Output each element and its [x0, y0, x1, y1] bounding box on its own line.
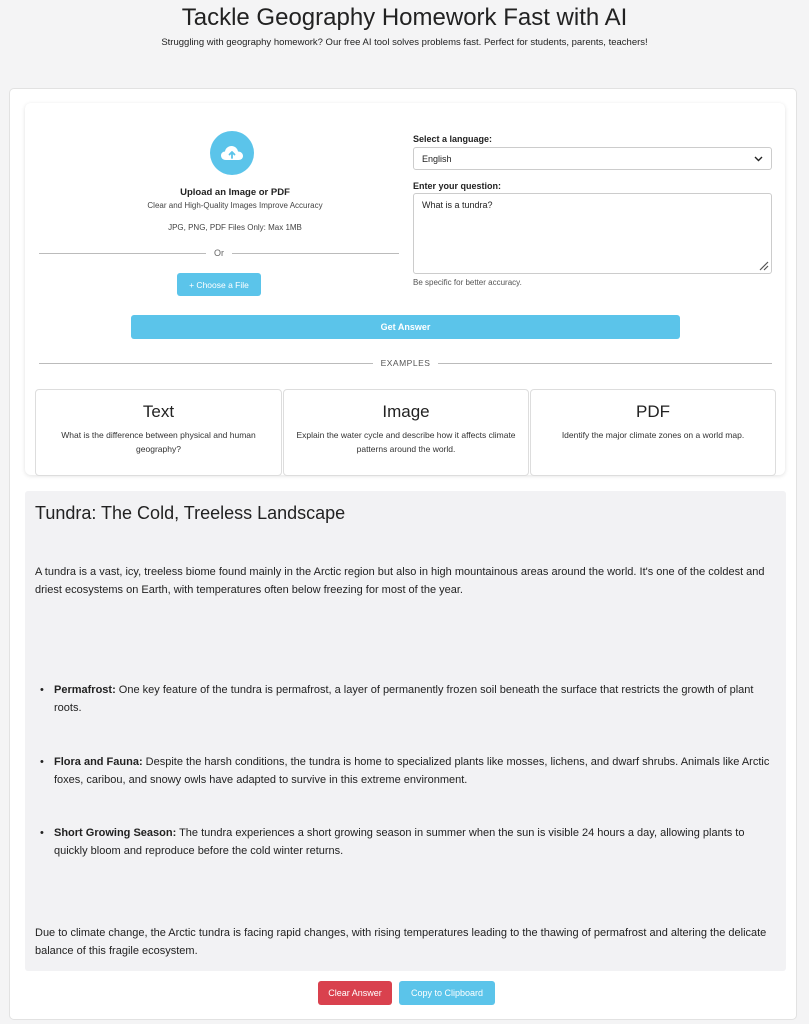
item-text: One key feature of the tundra is permafrost, a layer of permanently frozen soil beneath the surface that restricts the growth of plant roots. [54, 684, 754, 714]
examples-label: EXAMPLES [380, 358, 431, 368]
example-text: What is the difference between physical and human geography? [61, 430, 256, 454]
answer-conclusion: Due to climate change, the Arctic tundra is facing rapid changes, with rising temperatures leading to the thawing of permafrost and altering the delicate balance of this fragile ecosystem. [35, 927, 767, 957]
or-divider [39, 248, 399, 258]
copy-to-clipboard-button[interactable]: Copy to Clipboard [399, 981, 495, 1005]
list-item [40, 681, 776, 717]
example-card-pdf[interactable] [530, 389, 776, 476]
get-answer-button[interactable]: Get Answer [131, 315, 680, 339]
example-title: PDF [636, 402, 670, 421]
or-label: Or [214, 248, 224, 258]
examples-divider [39, 358, 772, 368]
upload-formats: JPG, PNG, PDF Files Only: Max 1MB [168, 223, 302, 232]
item-term: Permafrost: [54, 684, 116, 696]
example-card-text[interactable] [35, 389, 282, 476]
bullet-icon: • [40, 756, 44, 768]
list-item [40, 753, 776, 789]
example-title: Image [382, 402, 430, 421]
tool-card [25, 103, 785, 475]
language-select[interactable] [413, 147, 772, 170]
choose-file-button[interactable]: + Choose a File [177, 273, 261, 296]
upload-title: Upload an Image or PDF [180, 187, 290, 198]
page-title: Tackle Geography Homework Fast with AI [181, 4, 628, 31]
item-term: Short Growing Season: [54, 827, 177, 839]
language-label: Select a language: [413, 134, 493, 144]
example-text: Identify the major climate zones on a world map. [561, 430, 745, 440]
answer-intro: A tundra is a vast, icy, treeless biome found mainly in the Arctic region but also in high mountainous areas around the world. It's one of the coldest and driest ecosystems on Earth, with temperatures often below freezing for most of the year. [35, 566, 765, 596]
main-card [9, 88, 797, 1020]
question-value: What is a tundra? [422, 200, 493, 210]
page-subtitle: Struggling with geography homework? Our free AI tool solves problems fast. Perfect for students, parents, teachers! [161, 37, 648, 48]
bullet-icon: • [40, 827, 44, 839]
chevron-down-icon [754, 154, 763, 164]
question-label: Enter your question: [413, 181, 502, 191]
language-value: English [422, 153, 452, 164]
example-title: Text [142, 402, 175, 421]
item-term: Flora and Fauna: [54, 756, 143, 768]
cloud-upload-icon[interactable] [210, 131, 254, 175]
list-item [40, 824, 776, 860]
item-text: The tundra experiences a short growing season in summer when the sun is visible 24 hours a day, allowing plants to quickly bloom and reproduce before the cold winter returns. [54, 827, 745, 857]
upload-hint: Clear and High-Quality Images Improve Accuracy [147, 201, 323, 210]
item-text: Despite the harsh conditions, the tundra is home to specialized plants like mosses, lichens, and dwarf shrubs. Animals like Arctic foxes, caribou, and snowy owls have adapted to survive in this extreme environment. [54, 756, 770, 786]
answer-heading: Tundra: The Cold, Treeless Landscape [35, 503, 346, 523]
helper-text: Be specific for better accuracy. [413, 278, 522, 287]
resize-handle-icon[interactable] [757, 259, 769, 271]
answer-panel [25, 491, 786, 971]
question-input[interactable] [413, 193, 772, 274]
clear-answer-button[interactable]: Clear Answer [318, 981, 392, 1005]
bullet-icon: • [40, 684, 44, 696]
example-card-image[interactable] [283, 389, 529, 476]
example-text: Explain the water cycle and describe how it affects climate patterns around the world. [296, 430, 516, 454]
